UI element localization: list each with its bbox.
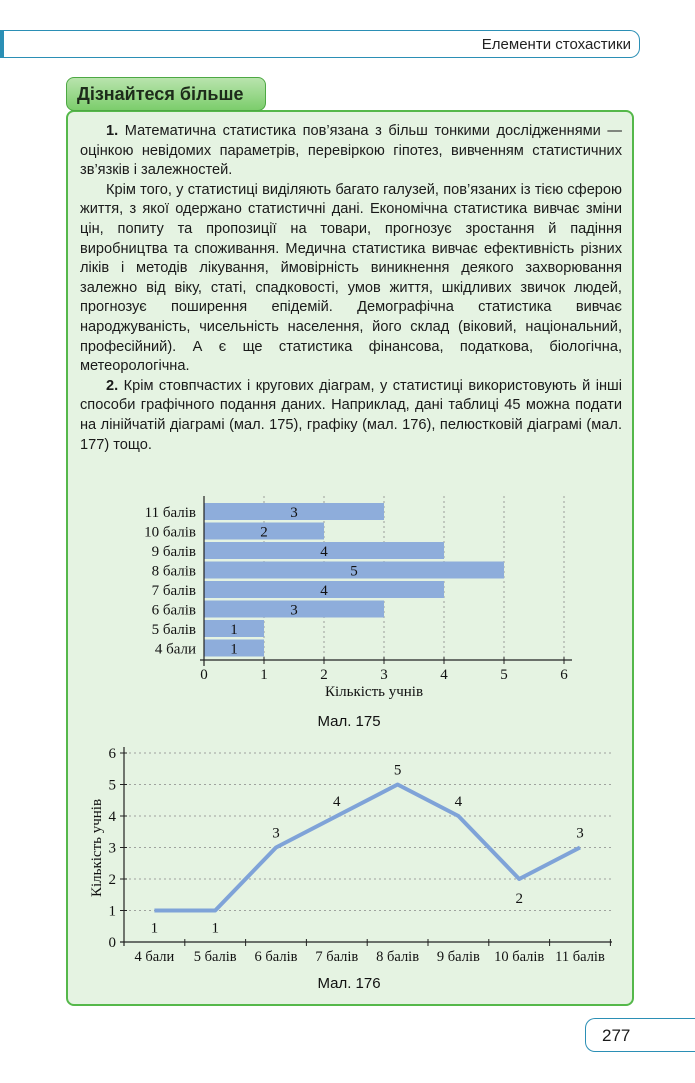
paragraph-1-number: 1. <box>106 123 119 139</box>
data-label: 5 <box>393 762 402 779</box>
paragraph-3-number: 2. <box>106 377 119 394</box>
y-tick-label: 5 <box>108 777 116 794</box>
data-label: 4 <box>333 794 341 810</box>
x-tick-label: 0 <box>200 667 208 683</box>
paragraph-3-text: Крім стовпчастих і кругових діаграм, у статистиці використовують й інші способи графічного подання даних. Наприклад, дані таблиці 45 можна подати на лінійчатій діаграмі (мал. 175), графіку (мал. 176), пелюстковій діаграмі (мал. 177) тощо. <box>80 377 622 453</box>
section-title: Елементи стохастики <box>481 36 631 53</box>
paragraph-1-text: Математична статистика пов’язана з більш тонкими дослідженнями — оцінкою невідомих параметрів, перевіркою гіпотез, вивченням статистичних зв’язків і залежностей. <box>80 123 622 179</box>
x-tick-label: 1 <box>260 667 268 683</box>
data-label: 3 <box>576 825 584 842</box>
data-label: 4 <box>454 794 463 810</box>
x-tick-label: 9 балів <box>436 949 480 965</box>
x-tick-label: 7 балів <box>315 949 359 965</box>
x-tick-label: 11 балів <box>555 949 605 965</box>
bar-value-label: 1 <box>230 641 238 658</box>
x-tick-label: 4 <box>440 667 448 683</box>
y-tick-label: 6 <box>108 746 116 762</box>
bar-value-label: 1 <box>230 622 238 638</box>
paragraph-2: Крім того, у статистиці виділяють багато галузей, пов’язаних із тією сферою життя, з якої одержано статистичні дані. Економічна статистика вивчає зміни цін, попиту та пропозиції на товари, прогнозує зростання й падіння виробництва та споживання. Медична статистика вивчає ефективність різних ліків і методів лікування, ймовірність виникнення деякого захворювання залежно від віку, статі, спадковості, умов життя, шкідливих звичок людей, прогнозує поширення епідемій. Демографічна статистика вивчає народжуваність, чисельність населення, його склад (віковий, національний, професійний). А є ще статистика фінансова, податкова, біологічна, метеорологічна. <box>80 181 622 375</box>
bar-value-label: 4 <box>320 583 328 599</box>
figure-caption: Мал. 176 <box>317 975 381 992</box>
x-tick-label: 6 балів <box>254 949 298 965</box>
category-label: 9 балів <box>151 544 196 560</box>
info-panel-title-text: Дізнайтеся більше <box>77 83 244 104</box>
x-tick-label: 10 балів <box>494 949 545 965</box>
category-label: 4 бали <box>154 641 196 658</box>
category-label: 7 балів <box>151 583 196 599</box>
x-tick-label: 8 балів <box>376 949 420 965</box>
y-tick-label: 3 <box>108 840 116 857</box>
category-label: 8 балів <box>151 563 196 580</box>
bar-value-label: 4 <box>320 544 328 560</box>
bar-value-label: 3 <box>290 602 298 619</box>
data-label: 3 <box>272 825 280 842</box>
figure-caption: Мал. 175 <box>317 713 381 730</box>
bar-value-label: 5 <box>350 563 358 580</box>
y-tick-label: 2 <box>108 872 116 888</box>
category-label: 5 балів <box>151 622 196 638</box>
bar-value-label: 2 <box>260 524 268 541</box>
data-label: 1 <box>211 920 219 937</box>
x-tick-label: 3 <box>380 667 388 683</box>
x-tick-label: 2 <box>320 667 328 683</box>
x-axis-title: Кількість учнів <box>324 684 424 700</box>
y-tick-label: 1 <box>108 903 116 920</box>
x-tick-label: 5 балів <box>193 949 237 965</box>
x-tick-label: 5 <box>500 667 508 683</box>
y-axis-title: Кількість учнів <box>89 798 105 898</box>
category-label: 10 балів <box>144 524 196 541</box>
category-label: 6 балів <box>151 602 196 619</box>
bar-value-label: 3 <box>290 505 298 521</box>
page-number: 277 <box>602 1026 631 1045</box>
y-tick-label: 0 <box>108 935 116 951</box>
x-tick-label: 6 <box>560 667 568 683</box>
data-label: 2 <box>515 891 523 907</box>
y-tick-label: 4 <box>108 809 116 825</box>
category-label: 11 балів <box>144 505 196 521</box>
data-label: 1 <box>150 920 159 937</box>
x-tick-label: 4 бали <box>134 949 175 965</box>
